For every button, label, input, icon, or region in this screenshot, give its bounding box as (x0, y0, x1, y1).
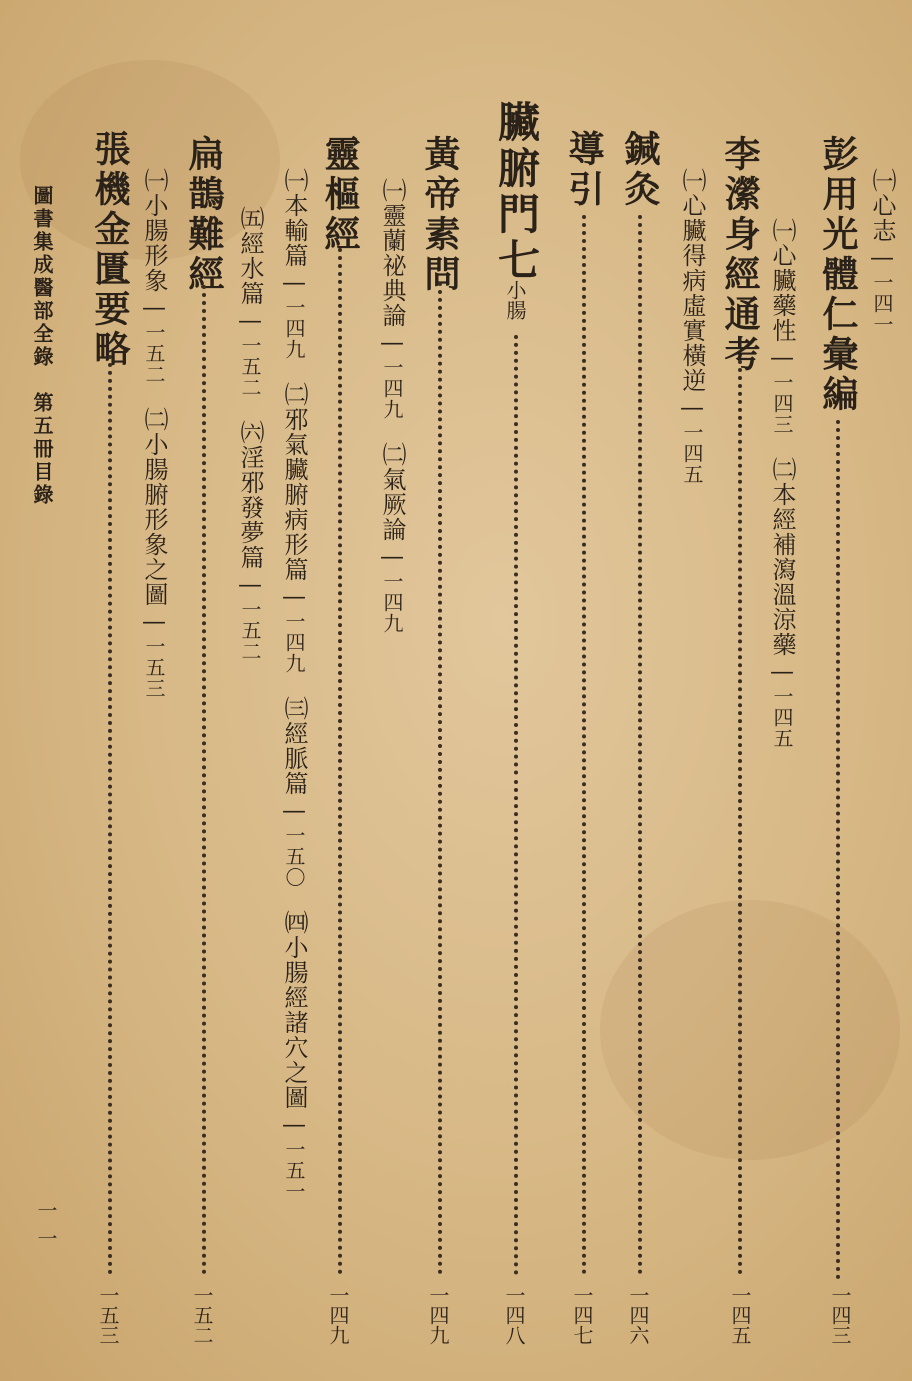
leader-dots (438, 282, 442, 1275)
leader-dots (738, 360, 742, 1275)
page-ref: 一四六 (626, 1285, 650, 1345)
section-heading-daoyin: 導引 (563, 130, 605, 210)
page-ref: 一五二 (190, 1285, 214, 1345)
toc-entry: ㈠靈蘭祕典論—一四九㈡氣厥論—一四九 (378, 178, 406, 634)
section-heading-li: 李瀠身經通考 (719, 135, 761, 375)
leader-dots (514, 780, 518, 1275)
toc-entry: ㈠心臟得病虛實橫逆—一四五 (678, 168, 706, 485)
page-ref: 一四三 (828, 1285, 852, 1345)
section-heading-suwen: 黃帝素問 (419, 135, 461, 295)
section-heading-lingshu: 靈樞經 (319, 135, 361, 255)
chapter-subtitle: 小腸 (503, 280, 527, 320)
chapter-heading: 臟腑門七 (492, 100, 541, 284)
toc-entry: ㈤經水篇—一五二㈥淫邪發夢篇—一五二 (236, 206, 264, 662)
page-number: 一一 (34, 1200, 58, 1256)
section-heading-jingui: 張機金匱要略 (89, 130, 131, 370)
section-heading-zhenjiu: 鍼灸 (619, 130, 661, 210)
page-ref: 一四八 (502, 1285, 526, 1345)
leader-dots (638, 215, 642, 1275)
section-heading-peng: 彭用光體仁彙編 (817, 135, 859, 415)
page-ref: 一五三 (96, 1285, 120, 1345)
page-ref: 一四七 (570, 1285, 594, 1345)
leader-dots (202, 285, 206, 1275)
running-title: 圖書集成醫部全錄 第五冊目錄 (30, 185, 54, 507)
leader-dots (514, 335, 518, 775)
page-ref: 一四九 (426, 1285, 450, 1345)
toc-entry: ㈠本輸篇—一四九㈡邪氣臟腑病形篇—一四九㈢經脈篇—一五〇㈣小腸經諸穴之圖—一五一 (280, 168, 308, 1202)
toc-entry: ㈠心臟藥性—一四三㈡本經補瀉溫涼藥—一四五 (768, 218, 796, 749)
section-heading-nanjing: 扁鵲難經 (183, 135, 225, 295)
leader-dots (108, 355, 112, 1275)
leader-dots (338, 248, 342, 1275)
page-ref: 一四九 (326, 1285, 350, 1345)
toc-entry: ㈠小腸形象—一五二㈡小腸腑形象之圖—一五三 (140, 168, 168, 699)
leader-dots (836, 420, 840, 1280)
leader-dots (582, 215, 586, 1275)
entry-xinzhi: ㈠心志—一四一 (868, 168, 896, 335)
paper-stain (600, 900, 900, 1160)
page-ref: 一四五 (728, 1285, 752, 1345)
